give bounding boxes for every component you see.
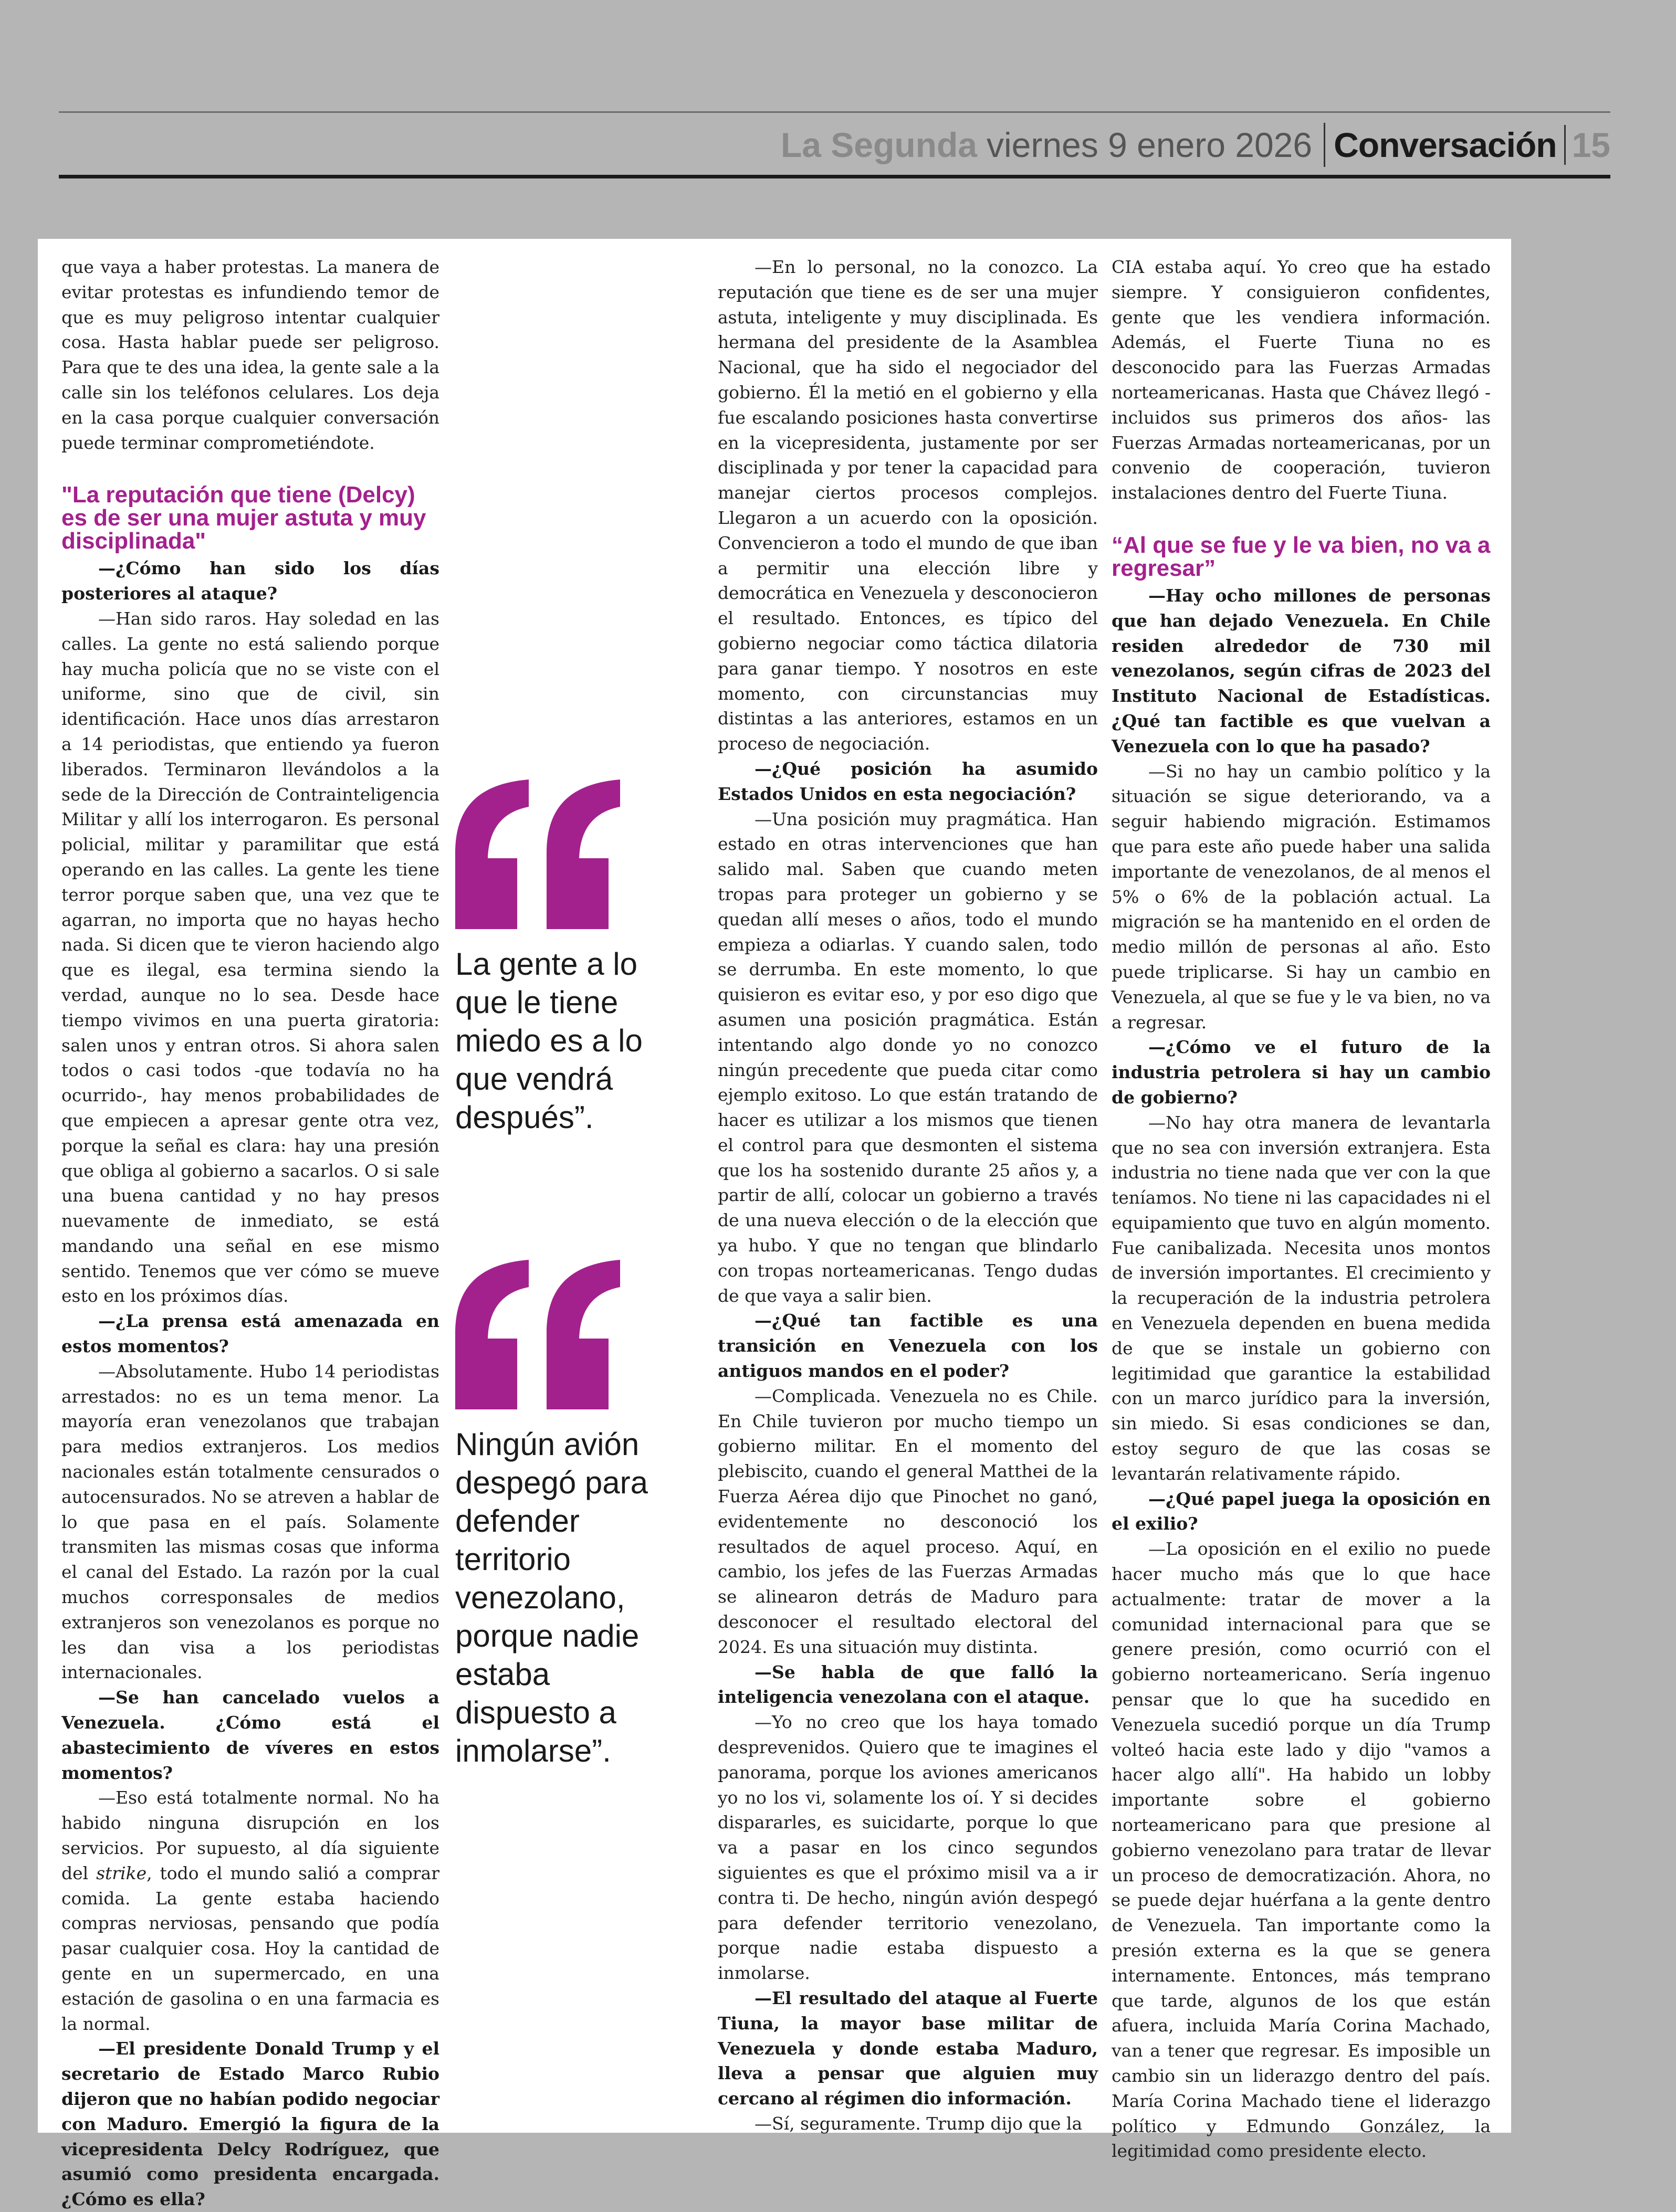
header-separator xyxy=(1324,123,1325,167)
interview-question: —¿Qué papel juega la oposición en el exilio? xyxy=(1112,1488,1491,1534)
interview-question: —Hay ocho millones de personas que han dejado Venezuela. En Chile residen alrededor de 730 mil venezolanos, según cifras de 2023 del Instituto Nacional de Estadísticas. ¿Qué tan factible es que vuelvan a Venezuela con lo que ha pasado? xyxy=(1112,585,1491,756)
interview-question: —Se han cancelado vuelos a Venezuela. ¿Cómo está el abastecimiento de víveres en estos momentos? xyxy=(61,1687,439,1783)
subheading-delcy-reputation: "La reputación que tiene (Delcy) es de ser una mujer astuta y muy disciplinada" xyxy=(61,482,426,554)
interview-question: —¿Cómo han sido los días posteriores al ataque? xyxy=(61,558,439,604)
interview-answer: —Sí, seguramente. Trump dijo que la xyxy=(755,2113,1083,2134)
interview-question: —¿La prensa está amenazada en estos momentos? xyxy=(61,1311,439,1357)
article-column-1 xyxy=(61,255,439,2212)
open-quote-glyph xyxy=(547,780,620,929)
subheading-emigration: “Al que se fue y le va bien, no va a regresar” xyxy=(1112,532,1491,581)
page-number: 15 xyxy=(1564,125,1610,165)
interview-answer: —Si no hay un cambio político y la situación se sigue deteriorando, va a seguir habiendo migración. Estimamos que para este año puede haber una salida importante de venezolanos, de al menos el 5% o 6% de la población actual. La migración se ha mantenido en el orden de medio millón de personas al año. Esto puede triplicarse. Si hay un cambio en Venezuela, al que se fue y le va bien, no va a regresar. xyxy=(1112,761,1491,1033)
interview-answer: —La oposición en el exilio no puede hacer mucho más que lo que hace actualmente: tratar de mover a la comunidad internacional para que se genere presión, como ocurrió con el gobierno norteamericano. Sería ingenuo pensar que lo que ha sucedido en Venezuela sucedió porque un día Trump volteó hacia este lado y dijo "vamos a hacer algo allí". Ha habido un lobby importante sobre el gobierno norteamericano para que presione al gobierno venezolano para tratar de llevar un proceso de democratización. Ahora, no se puede dejar huérfana a la gente dentro de Venezuela. Tan importante como la presión externa es la que se genera internamente. Entonces, más temprano que tarde, algunos de los que están afuera, incluida María Corina Machado, van a tener que regresar. Es imposible un cambio sin un liderazgo dentro del país. María Corina Machado tiene el liderazgo político y Edmundo González, la legitimidad como presidente electo. xyxy=(1112,1539,1491,2162)
interview-question: —El presidente Donald Trump y el secretario de Estado Marco Rubio dijeron que no habían podido negociar con Maduro. Emergió la figura de la vicepresidenta Delcy Rodríguez, que asumió como presidenta encargada. ¿Cómo es ella? xyxy=(61,2038,439,2210)
interview-question: —¿Cómo ve el futuro de la industria petrolera si hay un cambio de gobierno? xyxy=(1112,1037,1491,1108)
interview-answer: —Yo no creo que los haya tomado desprevenidos. Quiero que te imagines el panorama, porque los aviones americanos yo no los vi, solamente los oí. Y si decides dispararles, es suicidarte, porque lo que va a pasar en los cinco segundos siguientes es que el próximo misil va a ir contra ti. De hecho, ningún avión despegó para defender territorio venezolano, porque nadie estaba dispuesto a inmolarse. xyxy=(718,1712,1098,1984)
interview-answer: —En lo personal, no la conozco. La reputación que tiene es de ser una mujer astuta, inteligente y muy disciplinada. Es hermana del presidente de la Asamblea Nacional, que ha sido el negociador del gobierno. Él la metió en el gobierno y ella fue escalando posiciones hasta convertirse en la vicepresidenta, justamente por ser disciplinada y por tener la capacidad para manejar ciertos procesos complejos. Llegaron a un acuerdo con la oposición. Convencieron a todo el mundo de que iban a permitir una elección libre y democrática en Venezuela y desconocieron el resultado. Entonces, es típico del gobierno negociar como táctica dilatoria para ganar tiempo. Y nosotros en este momento, con circunstancias muy distintas a las anteriores, estamos en un proceso de negociación. xyxy=(718,257,1098,754)
section-name: Conversación xyxy=(1334,125,1557,164)
article-column-3 xyxy=(718,255,1098,2136)
interview-question: —Se habla de que falló la inteligencia venezolana con el ataque. xyxy=(718,1661,1098,1708)
italic-word: strike xyxy=(96,1862,147,1883)
interview-answer: —Una posición muy pragmática. Han estado en otras intervenciones que han salido mal. Saben que cuando meten tropas para proteger un gobierno y se quedan allí meses o años, todo el mundo empieza a odiarlas. Y cuando salen, todo se derrumba. En este momento, lo que quisieron es evitar eso, y por eso digo que asumen una posición pragmática. Están intentando algo donde yo no conozco ningún precedente que pueda citar como ejemplo exitoso. Lo que están tratando de hacer es utilizar a los mismos que tienen el control para que desmonten el sistema que los ha sostenido durante 25 años y, a partir de allí, colocar un gobierno a través de una nueva elección o de la elección que ya hubo. Y que no tengan que blindarlo con tropas norteamericanas. Tengo dudas de que vaya a salir bien. xyxy=(718,808,1098,1306)
interview-answer: —Complicada. Venezuela no es Chile. En Chile tuvieron por mucho tiempo un gobierno militar. En el momento del plebiscito, cuando el general Matthei de la Fuerza Aérea dijo que Pinochet no ganó, evidentemente no desconoció los resultados de aquel proceso. Aquí, en cambio, los jefes de las Fuerzas Armadas se alinearon detrás de Maduro para desconocer el resultado electoral del 2024. Es una situación muy distinta. xyxy=(718,1385,1098,1657)
article-page xyxy=(38,239,1511,2210)
interview-answer: —Han sido raros. Hay soledad en las calles. La gente no está saliendo porque hay mucha policía que no se viste con el uniforme, sino que de civil, sin identificación. Hace unos días arrestaron a 14 periodistas, que entiendo ya fueron liberados. Terminaron llevándolos a la sede de la Dirección de Contrainteligencia Militar y allí los interrogaron. Es personal policial, militar y paramilitar que está operando en las calles. La gente les tiene terror porque saben que, una vez que te agarran, no importa que no hayas hecho nada. Si dicen que te vieron haciendo algo que es ilegal, esa termina siendo la verdad, aunque no lo sea. Desde hace tiempo vivimos en una puerta giratoria: salen unos y entran otros. Si ahora salen todos o casi todos -que todavía no ha ocurrido-, hay menos probabilidades de que empiecen a apresar gente otra vez, porque la señal es clara: hay una presión que obliga al gobierno a sacarlos. O si sale una buena cantidad y no hay presos nuevamente de inmediato, se está mandando una señal en ese mismo sentido. Tenemos que ver cómo se mueve esto en los próximos días. xyxy=(61,608,439,1307)
pullquote-text: La gente a lo que le tiene miedo es a lo que vendrá después”. xyxy=(455,946,643,1135)
interview-question: —¿Qué tan factible es una transición en Venezuela con los antiguos mandos en el poder? xyxy=(718,1310,1098,1382)
open-quote-glyph xyxy=(455,780,529,929)
paragraph: CIA estaba aquí. Yo creo que ha estado siempre. Y consiguieron confidentes, gente que les vendiera información. Además, el Fuerte Tiuna no es desconocido para las Fuerzas Armadas norteamericanas. Hasta que Chávez llegó -incluidos sus primeros dos años- las Fuerzas Armadas norteamericanas, por un convenio de cooperación, tuvieron instalaciones dentro del Fuerte Tiuna. xyxy=(1112,257,1491,503)
issue-date: viernes 9 enero 2026 xyxy=(986,125,1313,164)
open-quote-glyph xyxy=(547,1260,620,1409)
quote-mark-icon xyxy=(455,780,686,929)
pullquote-text: Ningún avión despegó para defender territorio venezolano, porque nadie estaba dispuesto a inmolarse”. xyxy=(455,1427,648,1768)
interview-question: —El resultado del ataque al Fuerte Tiuna, la mayor base militar de Venezuela y donde estaba Maduro, lleva a pensar que alguien muy cercano al régimen dio información. xyxy=(718,1987,1098,2109)
interview-answer xyxy=(61,1785,439,2036)
interview-answer: —Absolutamente. Hubo 14 periodistas arrestados: no es un tema menor. La mayoría eran venezolanos que trabajan para medios extranjeros. Los medios nacionales están totalmente censurados o autocensurados. No se atreven a hablar de lo que pasa en el país. Solamente transmiten las mismas cosas que informa el canal del Estado. La razón por la cual muchos corresponsales de medios extranjeros son venezolanos es porque no les dan visa a los periodistas internacionales. xyxy=(61,1361,439,1683)
page-header xyxy=(59,117,1610,173)
newspaper-name: La Segunda xyxy=(780,125,977,164)
pullquote-2 xyxy=(455,1260,686,1770)
pullquote-1 xyxy=(455,780,686,1136)
answer-text: —Eso está totalmente normal. No ha habido ninguna disrupción en los servicios. Por supuesto, al día siguiente del xyxy=(61,1787,439,1883)
quote-mark-icon xyxy=(455,1260,686,1409)
header-top-rule xyxy=(59,111,1610,113)
header-masthead xyxy=(781,119,1610,171)
header-bottom-rule xyxy=(59,175,1610,178)
article-column-4 xyxy=(1112,255,1491,2164)
interview-question: —¿Qué posición ha asumido Estados Unidos en esta negociación? xyxy=(718,758,1098,804)
answer-text: , todo el mundo salió a comprar comida. La gente estaba haciendo compras nerviosas, pensando que podía pasar cualquier cosa. Hoy la cantidad de gente en un supermercado, en una estación de gasolina o en una farmacia es la normal. xyxy=(61,1862,439,2034)
paragraph: que vaya a haber protestas. La manera de evitar protestas es infundiendo temor de que es muy peligroso intentar cualquier cosa. Hasta hablar puede ser peligroso. Para que te des una idea, la gente sale a la calle sin los teléfonos celulares. Los deja en la casa porque cualquier conversación puede terminar comprometiéndote. xyxy=(61,257,439,453)
open-quote-glyph xyxy=(455,1260,529,1409)
interview-answer: —No hay otra manera de levantarla que no sea con inversión extranjera. Esta industria no tiene nada que ver con la que teníamos. No tiene ni las capacidades ni el equipamiento que tuvo en algún momento. Fue canibalizada. Necesita unos montos de inversión importantes. El crecimiento y la recuperación de la industria petrolera en Venezuela dependen en buena medida de que se instale un gobierno con legitimidad que garantice la estabilidad con un marco jurídico para la inversión, sin miedo. Si esas condiciones se dan, estoy seguro de que las cosas se levantarán relativamente rápido. xyxy=(1112,1112,1491,1484)
